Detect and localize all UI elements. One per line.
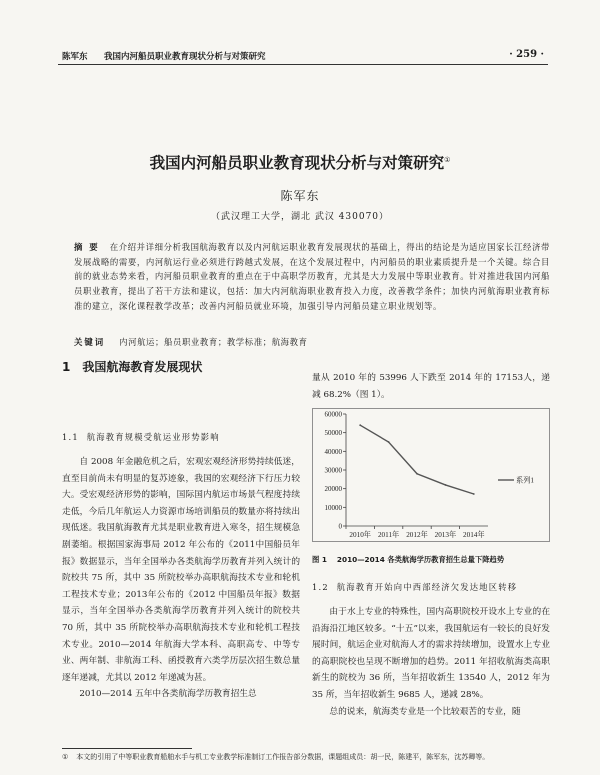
paragraph: 由于水上专业的特殊性，国内高职院校开设水上专业的在沿海沿江地区较多。“十五”以来，我国航运有一较长的良好发展时间，航运企业对航海人才的需求持续增加，设置水上专业的高职院校也呈现不断增加的趋势。2011 年招收航海类高职新生的院校为 36 所，当年招收新生 13540 人，2012 年为 35 所，当年招收新生 9685 人，递减 28%。 — [312, 607, 550, 700]
abstract-label: 摘 要 — [74, 242, 100, 252]
figure-number: 图 1 — [312, 555, 327, 564]
legend-label: 系列1 — [516, 476, 534, 485]
y-tick-label: 10000 — [324, 503, 342, 512]
affiliation: （武汉理工大学，湖北 武汉 430070） — [210, 212, 390, 222]
figure-caption-text: 2010—2014 各类航海学历教育招生总量下降趋势 — [336, 555, 505, 564]
section-1-title: 我国航海教育发展现状 — [82, 360, 203, 374]
subsection-1-2-number: 1.2 — [312, 582, 329, 592]
footnote-rule — [62, 748, 192, 749]
paragraph: 2010—2014 五年中各类航海学历教育招生总 — [79, 689, 257, 700]
article-title — [0, 151, 600, 173]
running-head-title: 我国内河船员职业教育现状分析与对策研究 — [104, 52, 266, 62]
x-tick-label: 2013年 — [434, 531, 457, 539]
article-title-text: 我国内河船员职业教育现状分析与对策研究 — [149, 154, 445, 172]
author-name: 陈军东 — [280, 189, 320, 203]
footnote-mark: ① — [62, 753, 69, 761]
continued-text — [312, 370, 550, 403]
running-head — [62, 50, 544, 64]
abstract — [74, 240, 550, 314]
subsection-1-1-number: 1.1 — [62, 432, 79, 442]
y-tick-label: 0 — [338, 522, 342, 531]
y-tick-label: 50000 — [324, 429, 342, 438]
enrollment-line-chart — [312, 408, 550, 542]
subsection-1-2-body — [312, 604, 550, 720]
subsection-1-1-body — [62, 454, 300, 703]
subsection-1-2-title: 航海教育开始向中西部经济欠发达地区转移 — [336, 582, 518, 592]
data-point — [359, 424, 361, 426]
footnote-text: 本文的引用了中等职业教育船舶水手与机工专业教学标准制订工作报告部分数据，课题组成员：胡一民，陈建平，陈军东，沈苏卿等。 — [76, 753, 490, 761]
paragraph: 量从 2010 年的 53996 人下跌至 2014 年的 17153人，递减 68.2%（图 1）。 — [312, 373, 550, 400]
x-tick-label: 2011年 — [377, 531, 400, 539]
keywords-label: 关键词 — [74, 337, 106, 347]
data-point — [445, 484, 447, 486]
section-1-number: 1 — [62, 360, 71, 374]
section-1-heading — [62, 358, 202, 375]
subsection-1-2-heading — [312, 581, 517, 593]
keywords-text: 内河航运；船员职业教育；教学标准；航海教育 — [119, 337, 308, 347]
paragraph: 总的说来，航海类专业是一个比较艰苦的专业，随 — [329, 706, 521, 717]
y-tick-label: 20000 — [324, 485, 342, 494]
subsection-1-1-heading — [62, 431, 220, 443]
data-point — [473, 493, 475, 495]
x-tick-label: 2010年 — [349, 531, 371, 539]
header-rule — [58, 64, 548, 65]
y-tick-label: 30000 — [324, 466, 342, 475]
y-tick-label: 40000 — [324, 447, 342, 456]
data-point — [388, 441, 390, 443]
x-tick-label: 2014年 — [463, 531, 485, 539]
subsection-1-1-title: 航海教育规模受航运业形势影响 — [86, 432, 220, 442]
y-tick-label: 60000 — [324, 410, 342, 419]
page-number: · 259 · — [509, 49, 544, 60]
keywords — [74, 336, 550, 348]
series-line-系列1 — [360, 425, 474, 494]
paragraph: 自 2008 年金融危机之后，宏观宏观经济形势持续低迷，直至目前尚未有明显的复苏迹象，我国的宏观经济下行压力较大。受宏观经济形势的影响，国际国内航运市场景气程度持续走低，今后几年航运人力资源市场培训船员的数量亦将持续出现低迷。我国航海教育尤其是职业教育进入寒冬，招生规模急剧萎缩。根据国家海事局 2012 年公布的《2011中国船员年报》数据显示，当年全国举办各类航海学历教育并列入统计的院校共 75 所，其中 35 所院校举办高职航海技术专业和轮机工程技术专业；2013年公布的《2012 中国船员年报》数据显示，当年全国举办各类航海学历教育并列入统计的院校共 70 所，其中 35 所院校举办高职航海技术专业和轮机工程技术专业。2010—2014 年航海大学本科、高职高专、中等专业、两年制、非航海工科、函授教育六类学历层次招生数总量逐年递减，尤其以 2012 年递减为甚。 — [62, 457, 300, 683]
running-head-author: 陈军东 — [62, 52, 88, 62]
figure-caption — [312, 555, 550, 565]
x-tick-label: 2012年 — [406, 531, 428, 539]
title-footnote-mark: ① — [444, 155, 451, 164]
footnote — [62, 752, 550, 762]
chart-frame — [313, 409, 550, 542]
abstract-text: 在介绍并详细分析我国航海教育以及内河航运职业教育发展现状的基础上，得出的结论是为适应国家长江经济带发展战略的需要，内河航运行业必须进行跨越式发展，在这个发展过程中，内河船员的职业素质提升是一个关键。综合目前的就业态势来看，内河船员职业教育的重点在于中高职学历教育，尤其是大力发展中等职业教育。针对推进我国内河船员职业教育，提出了若干方法和建议，包括：加大内河航海职业教育投入力度，改善教学条件；加快内河航海职业教育标准的建立，深化课程教学改革；改善内河船员就业环境，加强引导内河船员建立职业规划等。 — [74, 242, 550, 311]
data-point — [416, 473, 418, 475]
